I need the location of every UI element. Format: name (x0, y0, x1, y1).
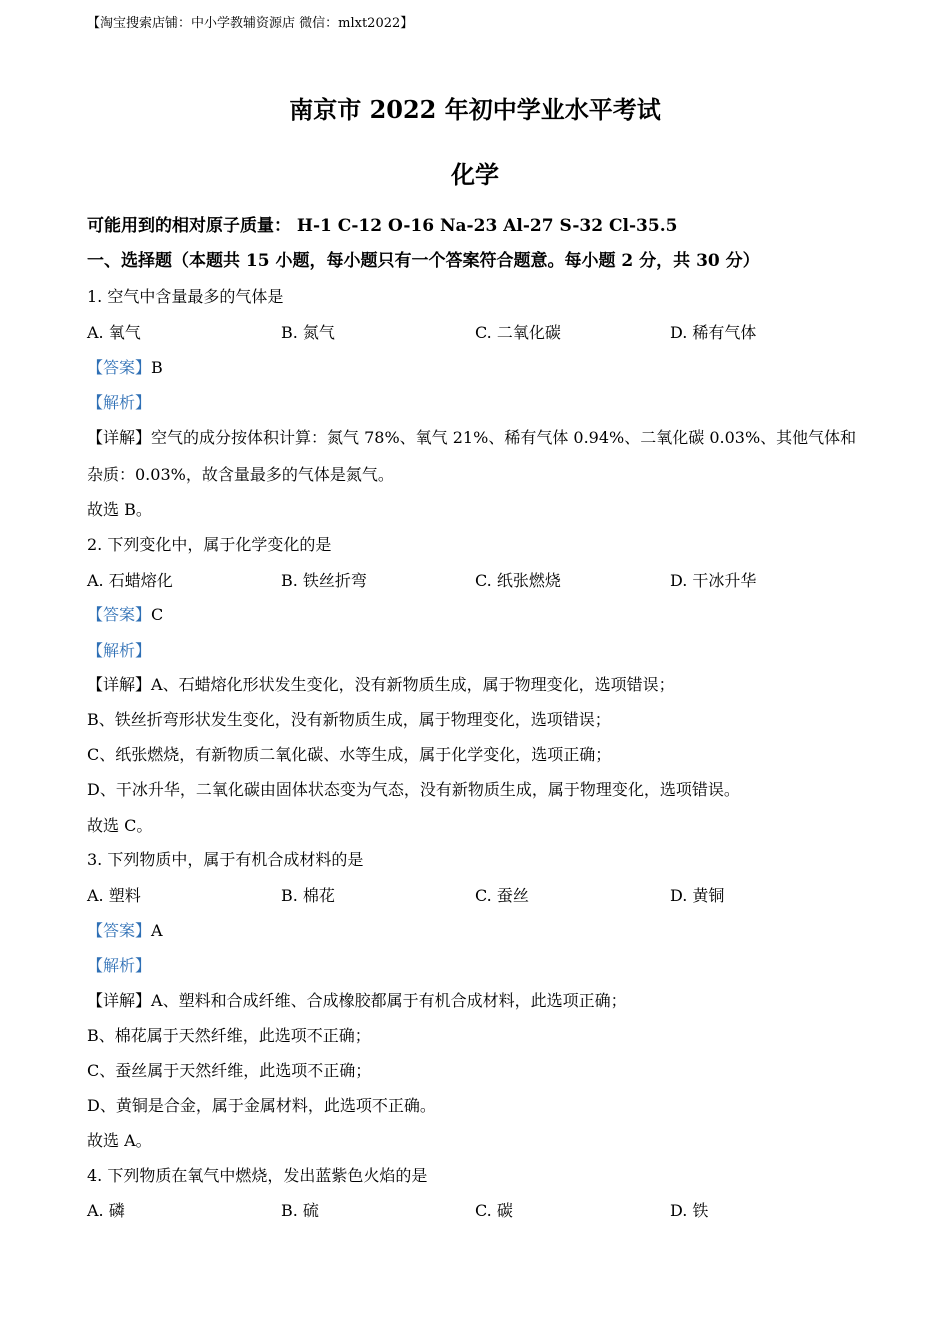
answer-value: C (151, 605, 164, 624)
detail-text: A、石蜡熔化形状发生变化，没有新物质生成，属于物理变化，选项错误； (151, 675, 675, 694)
q3-detail-c: C、蚕丝属于天然纤维，此选项不正确； (87, 1061, 372, 1080)
q4-option-b: B. 硫 (281, 1201, 319, 1220)
q3-option-b: B. 棉花 (281, 886, 335, 905)
q2-option-d: D. 干冰升华 (670, 571, 757, 590)
detail-label: 【详解】 (87, 991, 152, 1010)
q1-option-c: C. 二氧化碳 (475, 323, 561, 342)
question-4-stem: 4. 下列物质在氧气中燃烧，发出蓝紫色火焰的是 (87, 1166, 428, 1185)
section-heading: 一、选择题（本题共 15 小题，每小题只有一个答案符合题意。每小题 2 分，共 30 分） (87, 251, 760, 271)
q2-conclusion: 故选 C。 (87, 816, 153, 835)
answer-label: 【答案】 (87, 358, 152, 377)
q1-option-b: B. 氮气 (281, 323, 335, 342)
detail-text: A、塑料和合成纤维、合成橡胶都属于有机合成材料，此选项正确； (151, 991, 627, 1010)
q2-option-a: A. 石蜡熔化 (87, 571, 173, 590)
q3-detail-d: D、黄铜是合金，属于金属材料，此选项不正确。 (87, 1096, 436, 1115)
q3-option-a: A. 塑料 (87, 886, 141, 905)
q2-detail-a (87, 672, 675, 695)
q2-detail-b: B、铁丝折弯形状发生变化，没有新物质生成，属于物理变化，选项错误； (87, 710, 611, 729)
q2-detail-d: D、干冰升华，二氧化碳由固体状态变为气态，没有新物质生成，属于物理变化，选项错误。 (87, 780, 740, 799)
q4-option-a: A. 磷 (87, 1201, 125, 1220)
q4-option-c: C. 碳 (475, 1201, 513, 1220)
q1-option-a: A. 氧气 (87, 323, 141, 342)
q3-answer (87, 918, 163, 941)
q1-answer (87, 355, 163, 378)
answer-label: 【答案】 (87, 605, 152, 624)
question-1-stem: 1. 空气中含量最多的气体是 (87, 287, 284, 306)
page-title: 南京市 2022 年初中学业水平考试 (289, 95, 661, 124)
q2-detail-c: C、纸张燃烧，有新物质二氧化碳、水等生成，属于化学变化，选项正确； (87, 745, 612, 764)
q2-option-c: C. 纸张燃烧 (475, 571, 561, 590)
q1-analysis-label: 【解析】 (87, 393, 152, 412)
atomic-masses: 可能用到的相对原子质量： H-1 C-12 O-16 Na-23 Al-27 S-32 Cl-35.5 (87, 216, 678, 236)
detail-text: 空气的成分按体积计算：氮气 78%、氧气 21%、稀有气体 0.94%、二氧化碳 0.03%、其他气体和 (151, 428, 857, 447)
question-2-stem: 2. 下列变化中，属于化学变化的是 (87, 535, 332, 554)
q2-analysis-label: 【解析】 (87, 641, 152, 660)
subject-title: 化学 (451, 160, 499, 189)
q1-option-d: D. 稀有气体 (670, 323, 757, 342)
q3-detail-a (87, 988, 627, 1011)
header-note: 【淘宝搜索店铺：中小学教辅资源店 微信：mlxt2022】 (87, 16, 414, 31)
q3-detail-b: B、棉花属于天然纤维，此选项不正确； (87, 1026, 371, 1045)
q3-option-d: D. 黄铜 (670, 886, 725, 905)
q3-option-c: C. 蚕丝 (475, 886, 529, 905)
question-3-stem: 3. 下列物质中，属于有机合成材料的是 (87, 850, 364, 869)
q3-analysis-label: 【解析】 (87, 956, 152, 975)
q1-detail (87, 425, 856, 448)
q1-conclusion: 故选 B。 (87, 500, 152, 519)
answer-value: A (151, 921, 163, 940)
answer-label: 【答案】 (87, 921, 152, 940)
q3-conclusion: 故选 A。 (87, 1131, 152, 1150)
q2-answer (87, 602, 163, 625)
answer-value: B (151, 358, 163, 377)
q4-option-d: D. 铁 (670, 1201, 709, 1220)
q1-detail-continued: 杂质：0.03%，故含量最多的气体是氮气。 (87, 465, 394, 484)
detail-label: 【详解】 (87, 428, 152, 447)
detail-label: 【详解】 (87, 675, 152, 694)
q2-option-b: B. 铁丝折弯 (281, 571, 367, 590)
